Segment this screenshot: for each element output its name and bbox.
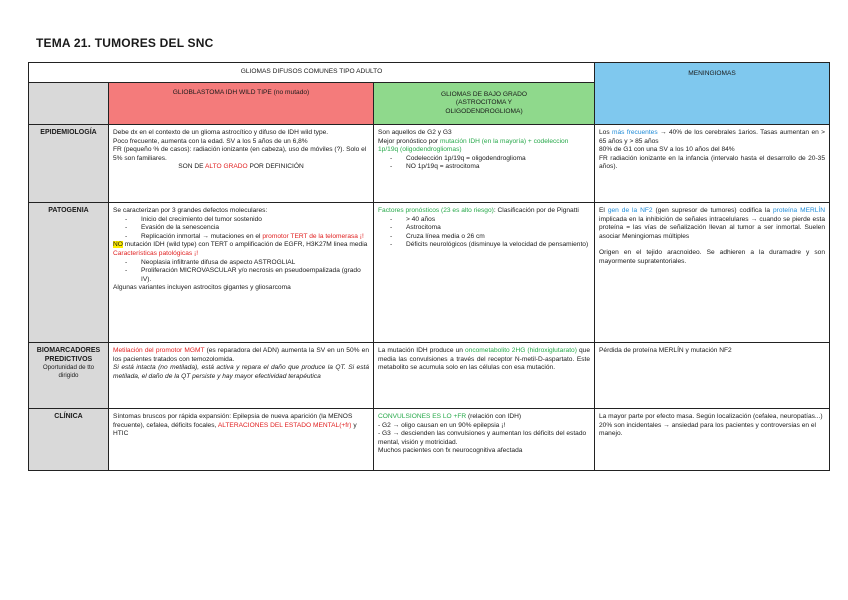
text-line <box>378 413 590 422</box>
text-span: Síntomas bruscos por rápida expansión: Epilepsia de nueva aparición (la MENOS frecuente), cefalea, déficits focales, <box>113 413 353 429</box>
text-span: La mutación IDH produce un <box>378 347 465 354</box>
highlight-text: ALTO GRADO <box>205 163 248 171</box>
text-span: : Clasificación por de Pignatti <box>493 207 579 214</box>
text-span: El <box>599 207 608 214</box>
text-line: Origen en el tejido aracnoideo. Se adhieren a la duramadre y son mayormente supratentoriales. <box>599 249 826 265</box>
cell-pat-bajo <box>374 203 595 343</box>
text-line <box>113 413 369 439</box>
list-item: - Déficits neurológicos (disminuye la velocidad de pensamiento) <box>406 241 590 250</box>
header-bajo-grado <box>374 83 595 125</box>
bullet-list <box>113 259 369 285</box>
text-line <box>378 347 590 373</box>
row-label-text: BIOMARCADORES PREDICTIVOS <box>36 347 101 363</box>
text-span: Replicación inmortal → mutaciones en el <box>141 232 263 240</box>
row-label-subtext: Oportunidad de tto dirigido <box>42 364 95 380</box>
cell-pat-men <box>595 203 830 343</box>
cell-epi-men <box>595 125 830 203</box>
highlight-text: proteína MERLÍN <box>772 207 826 214</box>
text-line: Se caracterizan por 3 grandes defectos moleculares: <box>113 207 268 214</box>
text-line: Pérdida de proteína MERLÍN y mutación NF2 <box>599 347 732 354</box>
cell-epi-gbm <box>109 125 374 203</box>
list-item: - Evasión de la senescencia <box>141 224 369 233</box>
highlight-text: ALTERACIONES DEL ESTADO MENTAL(+fr) <box>217 421 352 429</box>
text-span: (relación con IDH) <box>466 413 522 420</box>
text-line <box>113 241 369 250</box>
text-line: La mayor parte por efecto masa. Según localización (cefalea, neuropatías...) <box>599 413 823 420</box>
text-line: - G3 → descienden las convulsiones y aumentan los déficits del estado mental, visión y motricidad. <box>378 430 587 446</box>
text-span: (es reparadora del ADN) aumenta la SV en un 50% en los pacientes tratados con temozolomida. <box>113 347 369 363</box>
text-line: FR (pequeño % de casos): radiación ionizante (en cabeza), uso de móviles (?). Solo el 5% son familiares. <box>113 146 367 162</box>
text-line: Muchos pacientes con fx neurocognitiva afectada <box>378 447 523 455</box>
text-line: Algunas variantes incluyen astrocitos gigantes y gliosarcoma <box>113 284 291 292</box>
bajo-grado-line: GLIOMAS DE BAJO GRADO <box>440 90 528 98</box>
text-span: mutación IDH (wild type) con TERT o amplificación de EGFR, H3K27M linea media <box>122 241 368 249</box>
text-span: Los <box>599 129 613 136</box>
bajo-grado-line: OLIGODENDROGLIOMA) <box>445 107 523 115</box>
cell-bio-bajo <box>374 343 595 409</box>
row-label-clinica: CLÍNICA <box>29 409 109 471</box>
spacer <box>599 241 825 249</box>
list-item: - Astrocitoma <box>406 224 590 233</box>
list-item: - Inicio del crecimiento del tumor sostenido <box>141 216 369 225</box>
cell-bio-men <box>595 343 830 409</box>
text-line: Debe dx en el contexto de un glioma astrocítico y difuso de IDH wild type. <box>113 129 329 136</box>
text-line: 20% son incidentales → ansiedad para los pacientes y controversias en el manejo. <box>599 421 817 438</box>
list-item: - NO 1p/19q = astrocitoma <box>406 163 590 172</box>
page-title: TEMA 21. TUMORES DEL SNC <box>36 36 214 50</box>
row-label-patogenia: PATOGENIA <box>29 203 109 343</box>
text-line: FR radiación ionizante en la infancia (intervalo hasta el desarrollo de 20-35 años). <box>599 154 826 171</box>
highlight-text: Características patológicas ¡! <box>113 249 199 257</box>
highlight-marker: NO <box>113 241 123 249</box>
cell-cli-men <box>595 409 830 471</box>
bullet-list <box>113 216 369 242</box>
bullet-list <box>378 216 590 250</box>
text-line: Son aquellos de G2 y G3 <box>378 129 452 136</box>
highlight-text: oncometabolito 2HG (hidroxiglutarato) <box>465 347 577 354</box>
text-span: POR DEFINICIÓN <box>247 163 304 171</box>
text-line <box>599 129 825 146</box>
header-meningiomas: MENINGIOMAS <box>595 63 830 125</box>
text-line <box>113 347 369 364</box>
bajo-grado-line: (ASTROCITOMA Y <box>455 99 513 107</box>
text-span: implicada en la inhibición de señales intracelulares → cuando se pierde esta proteína = las vías de señalización llevan al tumor a ser inmortal. Suelen asociar Meningiomas múltiples <box>599 215 826 240</box>
cell-cli-gbm <box>109 409 374 471</box>
bullet-list <box>378 155 590 172</box>
text-line <box>599 207 825 241</box>
highlight-text: Metilación del promotor MGMT <box>113 347 205 354</box>
text-span: SON DE <box>178 163 206 171</box>
text-line: Si está intacta (no metilada), está activa y repara el daño que produce la QT. Si está metilada, el daño de la QT persiste y hay mayor efectividad terapéutica <box>113 364 369 380</box>
cell-pat-gbm <box>109 203 374 343</box>
text-span: (gen supresor de tumores) codifica la <box>652 207 773 214</box>
highlight-text: Factores pronósticos (23 es alto riesgo) <box>378 207 494 214</box>
cell-bio-gbm <box>109 343 374 409</box>
row-label-biomarcadores <box>29 343 109 409</box>
header-glioblastoma: GLIOBLASTOMA IDH WILD TIPE (no mutado) <box>109 83 374 125</box>
header-gliomas: GLIOMAS DIFUSOS COMUNES TIPO ADULTO <box>29 63 595 83</box>
highlight-text: promotor TERT de la telomerasa ¡! <box>262 232 364 240</box>
text-span: → 40% de los cerebrales 1arios. Tasas aumentan en > 65 años y > 85 años <box>599 129 826 145</box>
row-label-epidemiologia: EPIDEMIOLOGÍA <box>29 125 109 203</box>
text-line <box>378 207 590 216</box>
list-item: - Neoplasia infiltrante difusa de aspecto ASTROGLIAL <box>141 259 369 268</box>
list-item: - Cruza línea media o 26 cm <box>406 233 590 242</box>
highlight-text: más frecuentes <box>612 129 658 136</box>
cell-epi-bajo <box>374 125 595 203</box>
list-item: - Codelección 1p/19q = oligodendroglioma <box>406 155 590 164</box>
cell-cli-bajo <box>374 409 595 471</box>
highlight-text: mutación IDH (en la mayoría) + codeleccion 1p/19q (oligodendrogliomas) <box>378 137 569 154</box>
list-item: - > 40 años <box>406 216 590 225</box>
text-line <box>378 138 590 155</box>
text-span: que media las convulsiones a través del receptor N-metil-D-aspartato. Este metabolito se acumula solo en las células con esa mutación. <box>378 347 591 372</box>
text-line: - G2 → oligo causan en un 90% epilepsia ¡! <box>378 421 506 429</box>
list-item <box>141 233 369 242</box>
header-empty-cell <box>29 83 109 125</box>
highlight-text: gen de la NF2 <box>607 207 653 214</box>
text-span: Mejor pronóstico por <box>378 137 440 145</box>
text-line <box>113 163 369 172</box>
text-span: y HTIC <box>113 421 357 438</box>
tumors-table <box>28 62 830 471</box>
text-line: 80% de G1 con una SV a los 10 años del 84% <box>599 146 735 154</box>
text-line: Poco frecuente, aumenta con la edad. SV a los 5 años de un 6,8% <box>113 137 308 145</box>
list-item: - Proliferación MICROVASCULAR y/o necrosis en pseudoempalizada (grado IV). <box>141 267 369 284</box>
highlight-text: CONVULSIONES ES LO +FR <box>378 413 467 420</box>
